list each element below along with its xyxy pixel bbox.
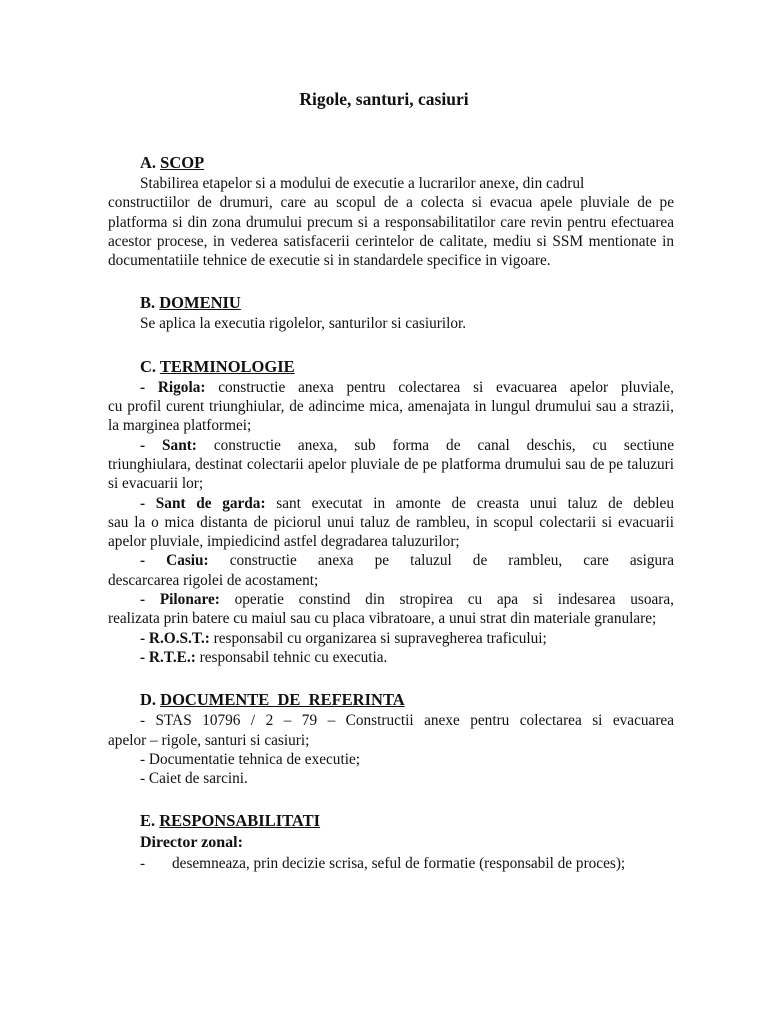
term-definition: operatie constind din stropirea cu apa si indesarea usoara,: [219, 591, 674, 609]
section-d: [108, 689, 674, 788]
paragraph-first-line: Stabilirea etapelor si a modului de executie a lucrarilor anexe, din cadrul: [140, 175, 585, 192]
list-item-text: desemneaza, prin decizie scrisa, seful de formatie (responsabil de proces);: [172, 855, 626, 873]
document-body: [108, 152, 675, 874]
reference-item: - Caiet de sarcini.: [140, 770, 248, 788]
term-definition: constructie anexa, sub forma de canal deschis, cu sectiune: [196, 436, 674, 454]
document-title: Rigole, santuri, casiuri: [299, 89, 469, 109]
section-b: [140, 292, 674, 333]
term-entry: [108, 551, 674, 590]
term-definition: responsabil cu organizarea si supravegherea traficului;: [209, 629, 547, 647]
term-entry: [108, 590, 674, 629]
paragraph: constructiilor de drumuri, care au scopul de a colecta si evacua apele pluviale de pe platforma si din zona drumului precum si a responsabilitatilor care revin pentru efectuarea acestor procese, in vederea satisfacerii cerintelor de calitate, mediu si SSM mentionate in documentatiile tehnice de executie si in standardele specifice in vigoare.: [108, 194, 674, 270]
term-entry: [108, 378, 675, 436]
bullet-dash: -: [140, 855, 146, 873]
section-c: [108, 356, 675, 667]
term-definition-continued: descarcarea rigolei de acostament;: [108, 571, 319, 589]
term-label: - Pilonare:: [140, 591, 220, 609]
section-title: RESPONSABILITATI: [159, 811, 321, 831]
section-title: SCOP: [160, 153, 205, 172]
term-label: - Rigola:: [140, 378, 206, 396]
section-title: DOMENIU: [159, 293, 241, 313]
list-item: [140, 854, 674, 873]
term-entry: [108, 494, 674, 552]
term-definition: constructie anexa pentru colectarea si evacuarea apelor pluviale,: [205, 378, 675, 396]
term-label: - R.O.S.T.:: [140, 629, 210, 647]
term-definition-continued: triunghiulara, destinat colectarii apelor pluviale de pe platforma drumului sau de pe taluzuri si evacuarii lor;: [108, 455, 674, 493]
section-heading: [140, 356, 674, 378]
term-entry: [140, 629, 674, 648]
section-letter: B.: [140, 293, 156, 313]
term-entry: [140, 648, 674, 667]
reference-item-continued: apelor – rigole, santuri si casiuri;: [108, 731, 310, 749]
section-heading: [140, 810, 674, 832]
term-definition: constructie anexa pe taluzul de rambleu, care asigura: [208, 552, 674, 570]
term-definition-continued: realizata prin batere cu maiul sau cu placa vibratoare, a unui strat din materiale granulare;: [108, 610, 657, 628]
section-heading: [140, 292, 674, 314]
section-title: TERMINOLOGIE: [159, 356, 295, 376]
term-definition-continued: cu profil curent triunghiular, de adincime mica, amenajata in lungul drumului sau a strazii, la marginea platformei;: [108, 398, 674, 435]
term-definition: sant executat in amonte de creasta unui taluz de debleu: [265, 494, 674, 512]
term-definition: responsabil tehnic cu executia.: [195, 648, 388, 666]
section-letter: C.: [140, 356, 157, 376]
term-entry: [108, 436, 674, 494]
term-label: - Casiu:: [140, 552, 209, 570]
section-letter: A.: [140, 153, 157, 172]
section-heading: [140, 689, 674, 711]
term-label: - Sant de garda:: [140, 494, 266, 512]
term-label: - Sant:: [140, 436, 197, 454]
reference-item: - Documentatie tehnica de executie;: [140, 750, 360, 768]
term-label: - R.T.E.:: [140, 648, 196, 666]
subheading: Director zonal:: [140, 834, 243, 852]
paragraph: Se aplica la executia rigolelor, santurilor si casiurilor.: [140, 315, 467, 333]
term-definition-continued: sau la o mica distanta de piciorul unui taluz de rambleu, in scopul colectarii si evacuarii apelor pluviale, impiedicind astfel degradarea taluzurilor;: [108, 513, 674, 551]
section-heading: [140, 152, 674, 174]
section-title: DOCUMENTE DE REFERINTA: [160, 690, 405, 710]
section-a: [108, 152, 674, 270]
section-letter: D.: [140, 690, 157, 710]
section-e: [140, 810, 674, 873]
reference-item: - STAS 10796 / 2 – 79 – Constructii anexe pentru colectarea si evacuarea: [140, 712, 674, 730]
section-letter: E.: [140, 811, 156, 831]
